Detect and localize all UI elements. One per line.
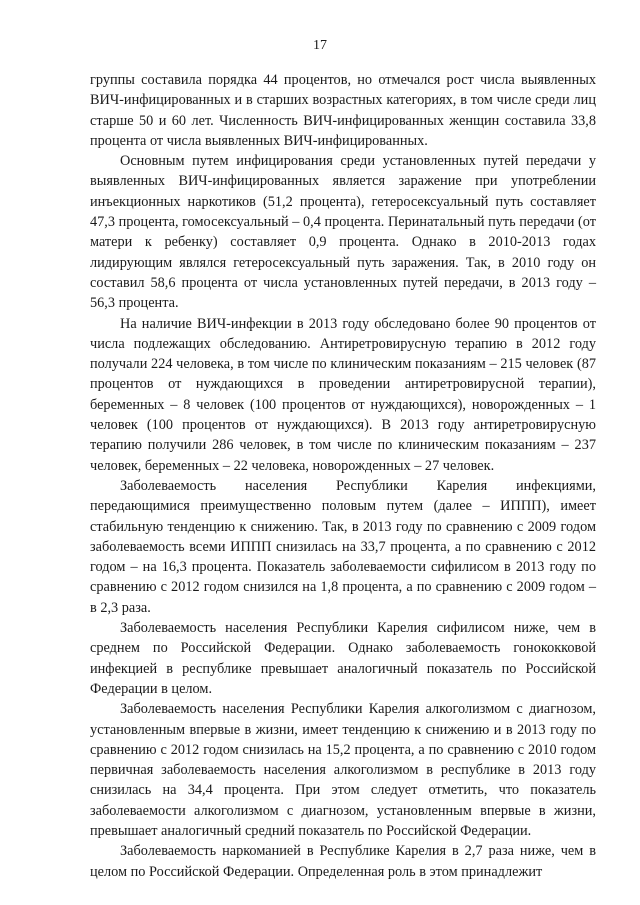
- body-text: [90, 70, 596, 882]
- paragraph-syphilis-comparison: Заболеваемость населения Республики Карелия сифилисом ниже, чем в среднем по Российской Федерации. Однако заболеваемость гонококковой инфекцией в республике превышает аналогичный показатель по Российской Федерации в целом.: [90, 620, 596, 697]
- paragraph-hiv-age-groups: группы составила порядка 44 процентов, но отмечался рост числа выявленных ВИЧ-инфицированных и в старших возрастных категориях, в том числе среди лиц старше 50 и 60 лет. Численность ВИЧ-инфицированных женщин составила 33,8 процента от числа выявленных ВИЧ-инфицированных.: [90, 72, 596, 149]
- paragraph-drug-addiction-incidence: Заболеваемость наркоманией в Республике Карелия в 2,7 раза ниже, чем в целом по Российской Федерации. Определенная роль в этом принадлежит: [90, 843, 596, 880]
- page-number: 17: [313, 38, 327, 53]
- paragraph-hiv-testing-therapy: На наличие ВИЧ-инфекции в 2013 году обследовано более 90 процентов от числа подлежащих обследованию. Антиретровирусную терапию в 2012 году получали 224 человека, в том числе по клиническим показаниям – 215 человек (87 процентов от нуждающихся в проведении антиретровирусной терапии), беременных – 8 человек (100 процентов от нуждающихся), новорожденных – 1 человек (100 процентов от нуждающихся). В 2013 году антиретровирусную терапию получили 286 человек, в том числе по клиническим показаниям – 237 человек, беременных – 22 человека, новорожденных – 27 человек.: [90, 315, 596, 474]
- paragraph-sti-incidence: Заболеваемость населения Республики Карелия инфекциями, передающимися преимущественно половым путем (далее – ИППП), имеет стабильную тенденцию к снижению. Так, в 2013 году по сравнению с 2009 годом заболеваемость всеми ИППП снизилась на 33,7 процента, а по сравнению с 2012 годом – на 16,3 процента. Показатель заболеваемости сифилисом в 2013 году по сравнению с 2012 годом снизился на 1,8 процента, а по сравнению с 2009 годом – в 2,3 раза.: [90, 477, 596, 616]
- paragraph-alcoholism-incidence: Заболеваемость населения Республики Карелия алкоголизмом с диагнозом, установленным впервые в жизни, имеет тенденцию к снижению и в 2013 году по сравнению с 2012 годом снизилась на 15,2 процента, а по сравнению с 2010 годом первичная заболеваемость населения алкоголизмом в республике в 2013 году снизилась на 34,4 процента. При этом следует отметить, что показатель заболеваемости алкоголизмом с диагнозом, установленным впервые в жизни, превышает аналогичный средний показатель по Российской Федерации.: [90, 701, 596, 839]
- paragraph-hiv-transmission-routes: Основным путем инфицирования среди установленных путей передачи у выявленных ВИЧ-инфицированных является заражение при употреблении инъекционных наркотиков (51,2 процента), гетеросексуальный путь составляет 47,3 процента, гомосексуальный – 0,4 процента. Перинатальный путь передачи (от матери к ребенку) составляет 0,9 процента. Однако в 2010-2013 годах лидирующим являлся гетеросексуальный путь заражения. Так, в 2010 году он составил 58,6 процента от числа установленных путей передачи, в 2013 году – 56,3 процента.: [90, 153, 596, 312]
